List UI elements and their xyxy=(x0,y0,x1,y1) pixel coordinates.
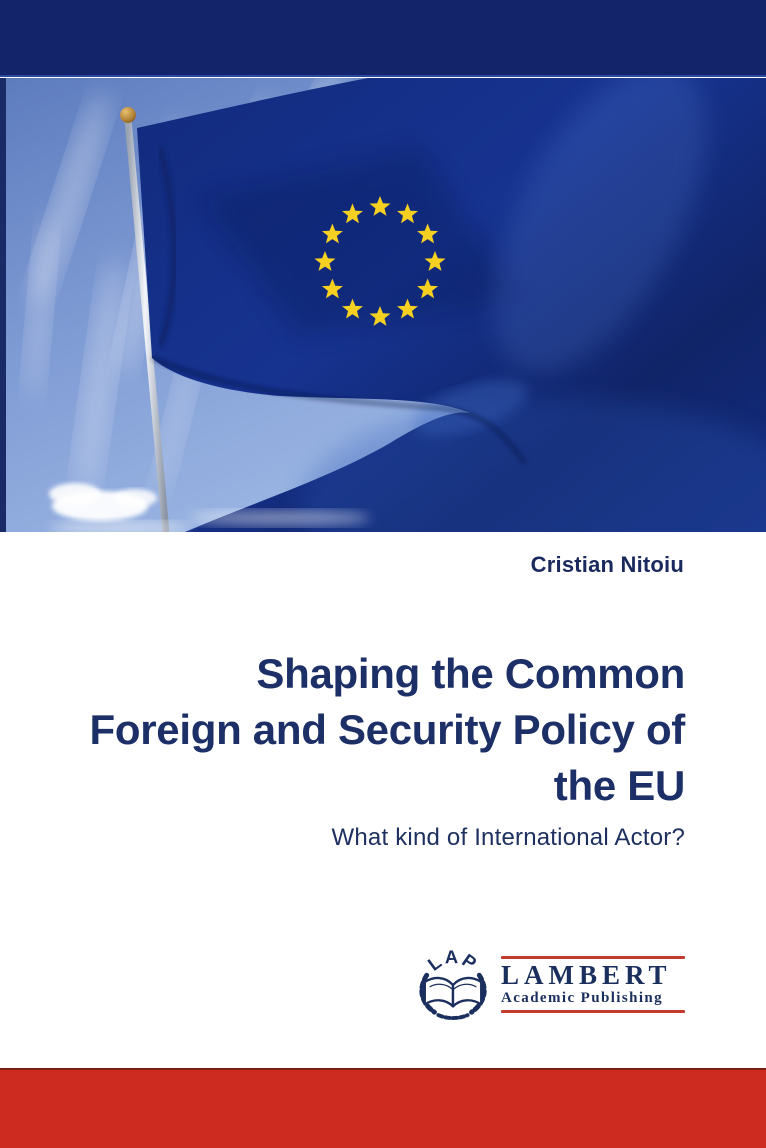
publisher-tagline: Academic Publishing xyxy=(501,989,664,1006)
book-title xyxy=(30,646,685,814)
flagpole-finial-ball xyxy=(120,107,136,123)
author-name: Cristian Nitoiu xyxy=(530,552,684,577)
top-navy-band xyxy=(0,0,766,77)
bottom-red-bar xyxy=(0,1068,766,1148)
publisher-name: LAMBERT xyxy=(501,959,672,990)
logo-rule-top xyxy=(501,956,685,959)
lap-monogram: LAP xyxy=(423,948,483,975)
eu-flag-icon xyxy=(0,78,766,532)
open-book-icon xyxy=(425,978,481,1006)
title-block xyxy=(30,646,685,852)
lap-emblem-icon xyxy=(412,948,494,1020)
publisher-logo xyxy=(412,948,685,1020)
title-line-2: Foreign and Security Policy of xyxy=(89,706,685,753)
logo-rule-bottom xyxy=(501,1010,685,1013)
title-line-3: the EU xyxy=(553,762,685,809)
title-line-1: Shaping the Common xyxy=(256,650,685,697)
cover-photo xyxy=(0,78,766,532)
book-subtitle: What kind of International Actor? xyxy=(331,824,685,851)
publisher-wordmark xyxy=(501,956,685,1013)
photo-left-edge xyxy=(0,78,6,532)
